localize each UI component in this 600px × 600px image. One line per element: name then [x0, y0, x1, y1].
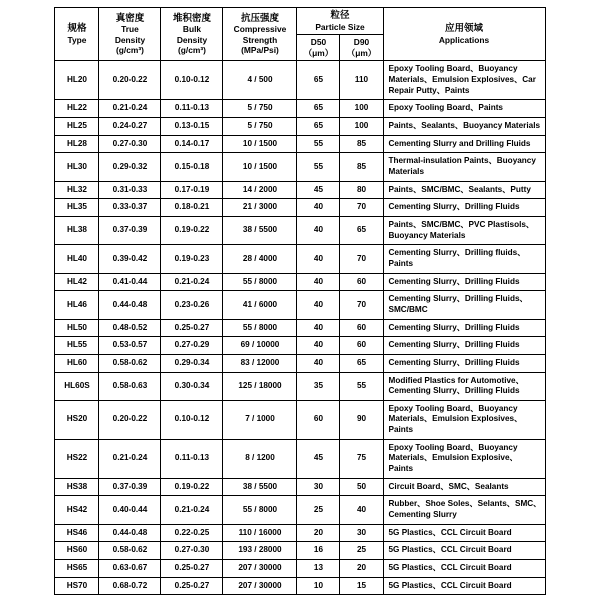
cell-applications: Cementing Slurry、Drilling Fluids [383, 273, 545, 291]
cell-applications: Cementing Slurry、Drilling Fluids [383, 354, 545, 372]
cell-applications: Cementing Slurry、Drilling fluids、Paints [383, 245, 545, 273]
header-bulk-density-zh: 堆积密度 [172, 12, 211, 24]
cell-compressive-strength: 4 / 500 [223, 61, 297, 100]
cell-d90: 85 [340, 135, 383, 153]
table-row [55, 291, 545, 319]
cell-bulk-density: 0.10-0.12 [161, 400, 223, 439]
cell-true-density: 0.39-0.42 [99, 245, 161, 273]
cell-d50: 30 [297, 478, 340, 496]
cell-type: HL55 [55, 337, 99, 355]
cell-true-density: 0.58-0.63 [99, 372, 161, 400]
cell-bulk-density: 0.25-0.27 [161, 319, 223, 337]
cell-d50: 60 [297, 400, 340, 439]
cell-bulk-density: 0.25-0.27 [161, 577, 223, 595]
cell-bulk-density: 0.30-0.34 [161, 372, 223, 400]
header-compressive-en1: Compressive [233, 24, 287, 35]
cell-d90: 70 [340, 245, 383, 273]
cell-compressive-strength: 38 / 5500 [223, 216, 297, 244]
cell-type: HL28 [55, 135, 99, 153]
cell-d90: 70 [340, 291, 383, 319]
table-body [55, 61, 545, 595]
cell-d50: 40 [297, 319, 340, 337]
cell-d90: 110 [340, 61, 383, 100]
cell-bulk-density: 0.14-0.17 [161, 135, 223, 153]
header-d50-label: D50 [310, 37, 327, 48]
cell-compressive-strength: 5 / 750 [223, 100, 297, 118]
cell-d90: 15 [340, 577, 383, 595]
cell-applications: Modified Plastics for Automotive、Cementing Slurry、Drilling Fluids [383, 372, 545, 400]
cell-type: HL42 [55, 273, 99, 291]
cell-compressive-strength: 10 / 1500 [223, 153, 297, 181]
cell-d90: 70 [340, 199, 383, 217]
cell-d90: 55 [340, 372, 383, 400]
cell-d90: 25 [340, 542, 383, 560]
cell-compressive-strength: 21 / 3000 [223, 199, 297, 217]
table-row [55, 273, 545, 291]
cell-type: HS38 [55, 478, 99, 496]
cell-applications: 5G Plastics、CCL Circuit Board [383, 560, 545, 578]
header-compressive-en2: Strength [242, 34, 278, 45]
cell-type: HL50 [55, 319, 99, 337]
cell-d50: 25 [297, 496, 340, 524]
cell-applications: Cementing Slurry、Drilling Fluids [383, 319, 545, 337]
table-row [55, 181, 545, 199]
table-row [55, 199, 545, 217]
cell-bulk-density: 0.18-0.21 [161, 199, 223, 217]
cell-true-density: 0.21-0.24 [99, 439, 161, 478]
cell-compressive-strength: 10 / 1500 [223, 135, 297, 153]
table-row [55, 560, 545, 578]
cell-true-density: 0.31-0.33 [99, 181, 161, 199]
cell-true-density: 0.21-0.24 [99, 100, 161, 118]
cell-applications: 5G Plastics、CCL Circuit Board [383, 577, 545, 595]
cell-compressive-strength: 5 / 750 [223, 118, 297, 136]
cell-d90: 85 [340, 153, 383, 181]
header-d50 [297, 35, 340, 61]
header-compressive-unit: (MPa/Psi) [241, 45, 279, 56]
cell-bulk-density: 0.22-0.25 [161, 524, 223, 542]
cell-d50: 10 [297, 577, 340, 595]
cell-d50: 65 [297, 100, 340, 118]
cell-d50: 16 [297, 542, 340, 560]
cell-bulk-density: 0.13-0.15 [161, 118, 223, 136]
header-true-density-en2: Density [114, 34, 146, 45]
cell-compressive-strength: 125 / 18000 [223, 372, 297, 400]
cell-d50: 45 [297, 181, 340, 199]
cell-bulk-density: 0.23-0.26 [161, 291, 223, 319]
cell-bulk-density: 0.21-0.24 [161, 273, 223, 291]
cell-d50: 55 [297, 135, 340, 153]
cell-d90: 90 [340, 400, 383, 439]
cell-bulk-density: 0.17-0.19 [161, 181, 223, 199]
cell-true-density: 0.37-0.39 [99, 478, 161, 496]
cell-d50: 40 [297, 337, 340, 355]
cell-applications: Circuit Board、SMC、Sealants [383, 478, 545, 496]
cell-compressive-strength: 55 / 8000 [223, 496, 297, 524]
cell-compressive-strength: 41 / 6000 [223, 291, 297, 319]
cell-type: HL60 [55, 354, 99, 372]
cell-true-density: 0.20-0.22 [99, 61, 161, 100]
table-row [55, 400, 545, 439]
cell-bulk-density: 0.11-0.13 [161, 439, 223, 478]
cell-d90: 65 [340, 216, 383, 244]
cell-d90: 40 [340, 496, 383, 524]
cell-d50: 65 [297, 61, 340, 100]
table-row [55, 439, 545, 478]
header-applications [383, 8, 545, 61]
header-compressive-strength [223, 8, 297, 61]
table-row [55, 354, 545, 372]
cell-true-density: 0.53-0.57 [99, 337, 161, 355]
header-d90-unit: （μm） [346, 47, 377, 58]
cell-type: HL20 [55, 61, 99, 100]
cell-applications: 5G Plastics、CCL Circuit Board [383, 524, 545, 542]
header-particle-en: Particle Size [315, 21, 365, 32]
cell-true-density: 0.29-0.32 [99, 153, 161, 181]
cell-compressive-strength: 110 / 16000 [223, 524, 297, 542]
cell-d90: 80 [340, 181, 383, 199]
table-row [55, 577, 545, 595]
cell-true-density: 0.37-0.39 [99, 216, 161, 244]
cell-true-density: 0.58-0.62 [99, 542, 161, 560]
cell-type: HL38 [55, 216, 99, 244]
table-row [55, 216, 545, 244]
cell-type: HL35 [55, 199, 99, 217]
cell-d50: 65 [297, 118, 340, 136]
header-bulk-density-unit: (g/cm³) [178, 45, 206, 56]
cell-d50: 40 [297, 273, 340, 291]
cell-applications: Epoxy Tooling Board、Buoyancy Materials、Emulsion Explosives、Paints [383, 400, 545, 439]
cell-d90: 30 [340, 524, 383, 542]
cell-bulk-density: 0.27-0.30 [161, 542, 223, 560]
cell-compressive-strength: 28 / 4000 [223, 245, 297, 273]
table-row [55, 542, 545, 560]
cell-compressive-strength: 55 / 8000 [223, 319, 297, 337]
cell-true-density: 0.27-0.30 [99, 135, 161, 153]
cell-d90: 65 [340, 354, 383, 372]
cell-bulk-density: 0.21-0.24 [161, 496, 223, 524]
header-applications-en: Applications [438, 34, 490, 45]
cell-bulk-density: 0.19-0.22 [161, 216, 223, 244]
cell-applications: Epoxy Tooling Board、Buoyancy Materials、Emulsion Explosive、Paints [383, 439, 545, 478]
table-row [55, 496, 545, 524]
header-particle-size [297, 8, 383, 35]
table-row [55, 100, 545, 118]
cell-d90: 100 [340, 118, 383, 136]
cell-d90: 60 [340, 273, 383, 291]
cell-bulk-density: 0.19-0.23 [161, 245, 223, 273]
cell-d90: 75 [340, 439, 383, 478]
table-row [55, 153, 545, 181]
cell-true-density: 0.44-0.48 [99, 524, 161, 542]
table-header [55, 8, 545, 61]
cell-bulk-density: 0.29-0.34 [161, 354, 223, 372]
header-bulk-density [161, 8, 223, 61]
header-type [55, 8, 99, 61]
cell-type: HL30 [55, 153, 99, 181]
cell-compressive-strength: 14 / 2000 [223, 181, 297, 199]
cell-bulk-density: 0.27-0.29 [161, 337, 223, 355]
cell-bulk-density: 0.25-0.27 [161, 560, 223, 578]
table-row [55, 61, 545, 100]
cell-applications: Paints、SMC/BMC、Sealants、Putty [383, 181, 545, 199]
cell-applications: Epoxy Tooling Board、Paints [383, 100, 545, 118]
cell-true-density: 0.48-0.52 [99, 319, 161, 337]
header-compressive-zh: 抗压强度 [240, 12, 279, 24]
cell-applications: Paints、SMC/BMC、PVC Plastisols、Buoyancy Materials [383, 216, 545, 244]
header-d90-label: D90 [353, 37, 370, 48]
table-row [55, 524, 545, 542]
cell-type: HS42 [55, 496, 99, 524]
cell-true-density: 0.33-0.37 [99, 199, 161, 217]
cell-d90: 100 [340, 100, 383, 118]
cell-type: HL22 [55, 100, 99, 118]
header-type-en: Type [67, 34, 87, 45]
cell-bulk-density: 0.19-0.22 [161, 478, 223, 496]
header-true-density-en1: True [121, 24, 139, 35]
cell-applications: Cementing Slurry、Drilling Fluids [383, 199, 545, 217]
header-d50-unit: （μm） [303, 47, 334, 58]
cell-d90: 60 [340, 319, 383, 337]
header-applications-zh: 应用领域 [444, 23, 483, 34]
table-row [55, 372, 545, 400]
cell-compressive-strength: 69 / 10000 [223, 337, 297, 355]
cell-d50: 13 [297, 560, 340, 578]
cell-d90: 50 [340, 478, 383, 496]
table-row [55, 245, 545, 273]
cell-true-density: 0.68-0.72 [99, 577, 161, 595]
header-true-density-unit: (g/cm³) [116, 45, 144, 56]
cell-true-density: 0.24-0.27 [99, 118, 161, 136]
table-row [55, 135, 545, 153]
cell-type: HS70 [55, 577, 99, 595]
cell-applications: Paints、Sealants、Buoyancy Materials [383, 118, 545, 136]
cell-applications: Cementing Slurry and Drilling Fluids [383, 135, 545, 153]
table-row [55, 478, 545, 496]
cell-compressive-strength: 8 / 1200 [223, 439, 297, 478]
cell-compressive-strength: 83 / 12000 [223, 354, 297, 372]
product-spec-table [54, 7, 545, 595]
cell-d50: 40 [297, 354, 340, 372]
cell-type: HS22 [55, 439, 99, 478]
table-row [55, 118, 545, 136]
cell-d50: 40 [297, 216, 340, 244]
cell-bulk-density: 0.15-0.18 [161, 153, 223, 181]
cell-type: HL60S [55, 372, 99, 400]
cell-type: HL46 [55, 291, 99, 319]
header-bulk-density-en1: Bulk [182, 24, 202, 35]
table-row [55, 319, 545, 337]
cell-d50: 40 [297, 245, 340, 273]
cell-d50: 45 [297, 439, 340, 478]
cell-applications: Rubber、Shoe Soles、Selants、SMC、Cementing Slurry [383, 496, 545, 524]
header-bulk-density-en2: Density [176, 34, 208, 45]
cell-compressive-strength: 55 / 8000 [223, 273, 297, 291]
cell-compressive-strength: 7 / 1000 [223, 400, 297, 439]
header-true-density [99, 8, 161, 61]
header-true-density-zh: 真密度 [115, 12, 145, 24]
cell-d90: 60 [340, 337, 383, 355]
cell-type: HL40 [55, 245, 99, 273]
cell-type: HS65 [55, 560, 99, 578]
cell-compressive-strength: 38 / 5500 [223, 478, 297, 496]
cell-d50: 40 [297, 199, 340, 217]
cell-bulk-density: 0.10-0.12 [161, 61, 223, 100]
cell-d50: 35 [297, 372, 340, 400]
cell-true-density: 0.63-0.67 [99, 560, 161, 578]
cell-type: HS46 [55, 524, 99, 542]
cell-d50: 40 [297, 291, 340, 319]
cell-compressive-strength: 207 / 30000 [223, 560, 297, 578]
cell-applications: Thermal-insulation Paints、Buoyancy Materials [383, 153, 545, 181]
cell-type: HS20 [55, 400, 99, 439]
header-d90 [340, 35, 383, 61]
table-row [55, 337, 545, 355]
cell-compressive-strength: 193 / 28000 [223, 542, 297, 560]
cell-type: HL25 [55, 118, 99, 136]
cell-type: HL32 [55, 181, 99, 199]
cell-applications: Cementing Slurry、Drilling Fluids、SMC/BMC [383, 291, 545, 319]
cell-d50: 20 [297, 524, 340, 542]
cell-applications: Epoxy Tooling Board、Buoyancy Materials、Emulsion Explosives、Car Repair Putty、Paints [383, 61, 545, 100]
header-particle-zh: 粒径 [330, 10, 350, 21]
cell-type: HS60 [55, 542, 99, 560]
cell-true-density: 0.40-0.44 [99, 496, 161, 524]
cell-d90: 20 [340, 560, 383, 578]
cell-bulk-density: 0.11-0.13 [161, 100, 223, 118]
cell-compressive-strength: 207 / 30000 [223, 577, 297, 595]
cell-true-density: 0.20-0.22 [99, 400, 161, 439]
cell-applications: 5G Plastics、CCL Circuit Board [383, 542, 545, 560]
cell-true-density: 0.58-0.62 [99, 354, 161, 372]
cell-applications: Cementing Slurry、Drilling Fluids [383, 337, 545, 355]
cell-d50: 55 [297, 153, 340, 181]
header-type-zh: 规格 [67, 23, 87, 34]
cell-true-density: 0.44-0.48 [99, 291, 161, 319]
cell-true-density: 0.41-0.44 [99, 273, 161, 291]
